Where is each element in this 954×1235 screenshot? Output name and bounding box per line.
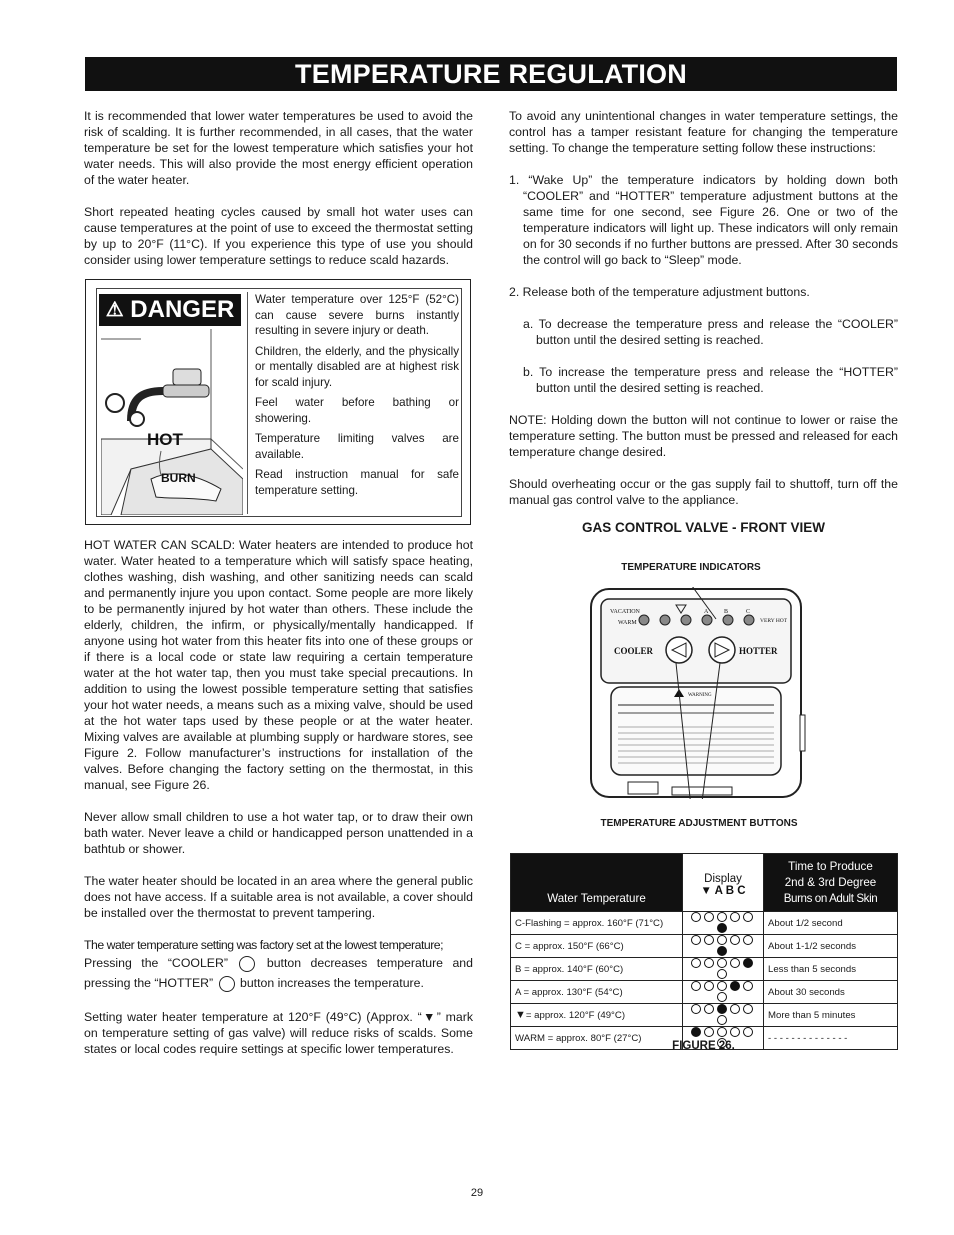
indicator-on-icon [717,923,727,933]
indicator-light [702,615,712,625]
triangle-down-icon: ▼ [421,1010,437,1024]
temperature-text: WARM = approx. 80°F (27°C) [515,1032,642,1044]
temperature-table [510,853,898,1050]
danger-inner [96,288,462,517]
indicator-off-icon [743,1027,753,1037]
indicator-off-icon [730,1027,740,1037]
indicator-off-icon [717,958,727,968]
temperature-adjustment-buttons-label: TEMPERATURE ADJUSTMENT BUTTONS [600,818,798,829]
display-label: Display [704,872,742,885]
page-number: 29 [470,1187,484,1199]
paragraph: Short repeated heating cycles caused by small hot water uses can cause temperatures at the point of use to exceed the thermostat setting by up to 20°F (11°C). If you experience this type of use you should consider using lower temperature settings to reduce scald hazards. [84,205,473,267]
indicator-light [744,615,754,625]
time-cell: About 1/2 second [764,912,898,935]
indicator-on-icon [717,946,727,956]
left-column-bottom [84,537,473,1073]
indicator-off-icon [743,981,753,991]
table-row [511,1004,898,1027]
right-column [509,108,898,524]
burn-text: BURN [161,471,196,485]
triangle-down-icon: ▼ [700,884,715,897]
text-run: button decreases temperature and pressing the “HOTTER” [84,956,473,990]
indicator-off-icon [717,981,727,991]
indicator-off-icon [717,935,727,945]
text-run: Pressing the “COOLER” [84,956,228,970]
indicator-off-icon [717,969,727,979]
time-cell: More than 5 minutes [764,1004,898,1027]
instruction-substep: b. To increase the temperature press and release the “HOTTER” button until the desired setting is reached. [523,365,898,395]
display-cell [683,958,764,981]
temperature-cell [511,981,683,1004]
paragraph: It is recommended that lower water temperatures be used to avoid the risk of scalding. It is further recommended, in all cases, that the water temperature be set for the lowest temperature which satisfies your hot water needs. This will also provide the most energy efficient operation of the water heater. [84,109,473,187]
left-column-top [84,108,473,284]
indicator-off-icon [717,1027,727,1037]
time-cell: About 1-1/2 seconds [764,935,898,958]
display-cell [683,981,764,1004]
indicator-off-icon [717,912,727,922]
temperature-text: B = approx. 140°F (60°C) [515,963,624,975]
instruction-substep: a. To decrease the temperature press and release the “COOLER” button until the desired setting is reached. [523,317,898,347]
note-paragraph: NOTE: Holding down the button will not continue to lower or raise the temperature setting. The button must be pressed and released for each temperature change desired. [509,413,898,459]
vacation-label: VACATION [610,609,640,615]
temperature-text: C = approx. 150°F (66°C) [515,940,624,952]
warning-icon: ⚠ [105,299,124,321]
paragraph: The water heater should be located in an area where the general public does not have access. If a suitable area is not available, a cover should be installed over the thermostat to prevent tampering. [84,874,473,920]
indicator-on-icon [730,981,740,991]
paragraph [84,953,473,993]
indicator-on-icon [717,1004,727,1014]
indicator-off-icon [704,958,714,968]
indicator-light [639,615,649,625]
indicator-off-icon [717,1015,727,1025]
indicator-on-icon [743,958,753,968]
table-header-temperature: Water Temperature [511,854,683,912]
indicator-off-icon [743,935,753,945]
indicator-off-icon [730,958,740,968]
indicator-off-icon [704,1027,714,1037]
abc-label: A B C [714,884,746,897]
indicator-off-icon [730,1004,740,1014]
very-hot-label: VERY HOT [760,618,788,624]
danger-item: Read instruction manual for safe temperature setting. [255,468,459,497]
indicator-b-label: B [724,609,729,615]
danger-word: DANGER [130,296,235,323]
indicator-off-icon [691,958,701,968]
indicator-light [660,615,670,625]
indicator-off-icon [691,912,701,922]
temperature-text: C-Flashing = approx. 160°F (71°C) [515,917,664,929]
indicator-a-label: A [704,609,709,615]
cooler-button[interactable] [666,637,692,663]
table-row [511,981,898,1004]
text-run: ” mark on temperature setting of gas valve) will reduce risks of scalds. Some states or local codes require settings at specific lower temperatures. [84,1010,473,1056]
table-header-display [683,854,764,912]
indicator-off-icon [704,935,714,945]
danger-item: Feel water before bathing or showering. [255,396,459,425]
header-line: 2nd & 3rd Degree [784,875,877,889]
time-cell: Less than 5 seconds [764,958,898,981]
indicator-on-icon [691,1027,701,1037]
temperature-indicators-label: TEMPERATURE INDICATORS [621,562,761,573]
indicator-off-icon [704,981,714,991]
indicator-off-icon [730,912,740,922]
temperature-cell [511,1004,683,1027]
time-cell: About 30 seconds [764,981,898,1004]
gas-control-valve-diagram [588,587,806,799]
indicator-off-icon [704,1004,714,1014]
cooler-button-icon [239,956,255,972]
danger-text [247,292,459,514]
display-cell [683,935,764,958]
paragraph: To avoid any unintentional changes in water temperature settings, the control has a tamper resistant feature for changing the temperature setting. To change the temperature setting follow these instructions: [509,109,898,155]
danger-item: Temperature limiting valves are available. [255,432,459,461]
header-line: Time to Produce [788,859,873,873]
text-run: Setting water heater temperature at 120°F (49°C) (Approx. “ [84,1010,422,1024]
header-line: Burns on Adult Skin [783,891,878,905]
scald-illustration-icon [101,329,243,515]
hotter-button[interactable] [709,637,735,663]
figure-title: GAS CONTROL VALVE - FRONT VIEW [582,520,825,535]
figure-caption: FIGURE 26. [672,1040,735,1052]
indicator-off-icon [691,981,701,991]
text-run: button increases the temperature. [240,976,424,990]
temperature-text: A = approx. 130°F (54°C) [515,986,623,998]
hotter-button-icon [219,976,235,992]
instruction-step: 2. Release both of the temperature adjustment buttons. [509,285,810,299]
indicator-light [723,615,733,625]
paragraph [84,1009,473,1057]
section-banner [85,57,897,91]
indicator-off-icon [743,1004,753,1014]
display-cell [683,912,764,935]
table-row [511,912,898,935]
indicator-off-icon [704,912,714,922]
warm-label: WARM [618,620,637,626]
time-cell: - - - - - - - - - - - - - - [764,1027,898,1050]
table-row [511,935,898,958]
indicator-c-label: C [746,609,751,615]
hotter-label: HOTTER [739,646,778,656]
indicator-off-icon [743,912,753,922]
indicator-light [681,615,691,625]
paragraph: The water temperature setting was factory set at the lowest temperature; [84,938,444,952]
danger-item: Children, the elderly, and the physically or mentally disabled are at highest risk for scald injury. [255,344,459,389]
display-abc [687,885,759,897]
display-cell [683,1004,764,1027]
paragraph: Never allow small children to use a hot water tap, or to draw their own bath water. Never leave a child or handicapped person unattended in a bathtub or shower. [84,810,473,856]
warning-label: WARNING [688,693,712,698]
temperature-cell [511,912,683,935]
page-title: TEMPERATURE REGULATION [295,59,687,89]
triangle-down-icon: ▼ [515,1009,526,1021]
temperature-text: = approx. 120°F (49°C) [525,1010,626,1021]
indicator-off-icon [730,935,740,945]
indicator-off-icon [691,1004,701,1014]
danger-label-box [85,279,471,525]
cooler-label: COOLER [614,646,654,656]
indicator-off-icon [691,935,701,945]
danger-heading [99,294,241,326]
temperature-cell [511,935,683,958]
hot-text: HOT [147,430,183,449]
table-row [511,958,898,981]
table-header-time [764,854,898,912]
paragraph: Should overheating occur or the gas supply fail to shuttoff, turn off the manual gas control valve to the appliance. [509,477,898,507]
temperature-cell [511,958,683,981]
danger-item: Water temperature over 125°F (52°C) can cause severe burns instantly resulting in severe injury or death. [255,293,459,337]
indicator-off-icon [717,992,727,1002]
instruction-step: 1. “Wake Up” the temperature indicators by holding down both “COOLER” and “HOTTER” temperature adjustment buttons at the same time for one second, see Figure 26. One or two of the temperature indicators will light up. These indicators will only remain on for 30 seconds if no further buttons are pressed. After 30 seconds the control will go back to “Sleep” mode. [509,173,898,267]
paragraph: HOT WATER CAN SCALD: Water heaters are intended to produce hot water. Water heated to a temperature which will satisfy space heating, clothes washing, dish washing, and other sanitizing needs can scald and permanently injure you upon contact. Some people are more likely to be permanently injured by hot water than others. These include the elderly, children, the infirm, or physically/mentally handicapped. If anyone using hot water from this heater fits into one of these groups or if there is a local code or state law requiring a certain temperature water at the hot water tap, then you must take special precautions. In addition to using the lowest possible temperature setting that satisfies your hot water needs, a means such as a mixing valve, should be used at the hot water taps used by these people or at the water heater. Mixing valves are available at plumbing supply or hardware stores, see Figure 2. Follow manufacturer’s instructions for installation of the valves. Before changing the factory setting on the thermostat, in this manual, see Figure 26. [84,538,473,792]
